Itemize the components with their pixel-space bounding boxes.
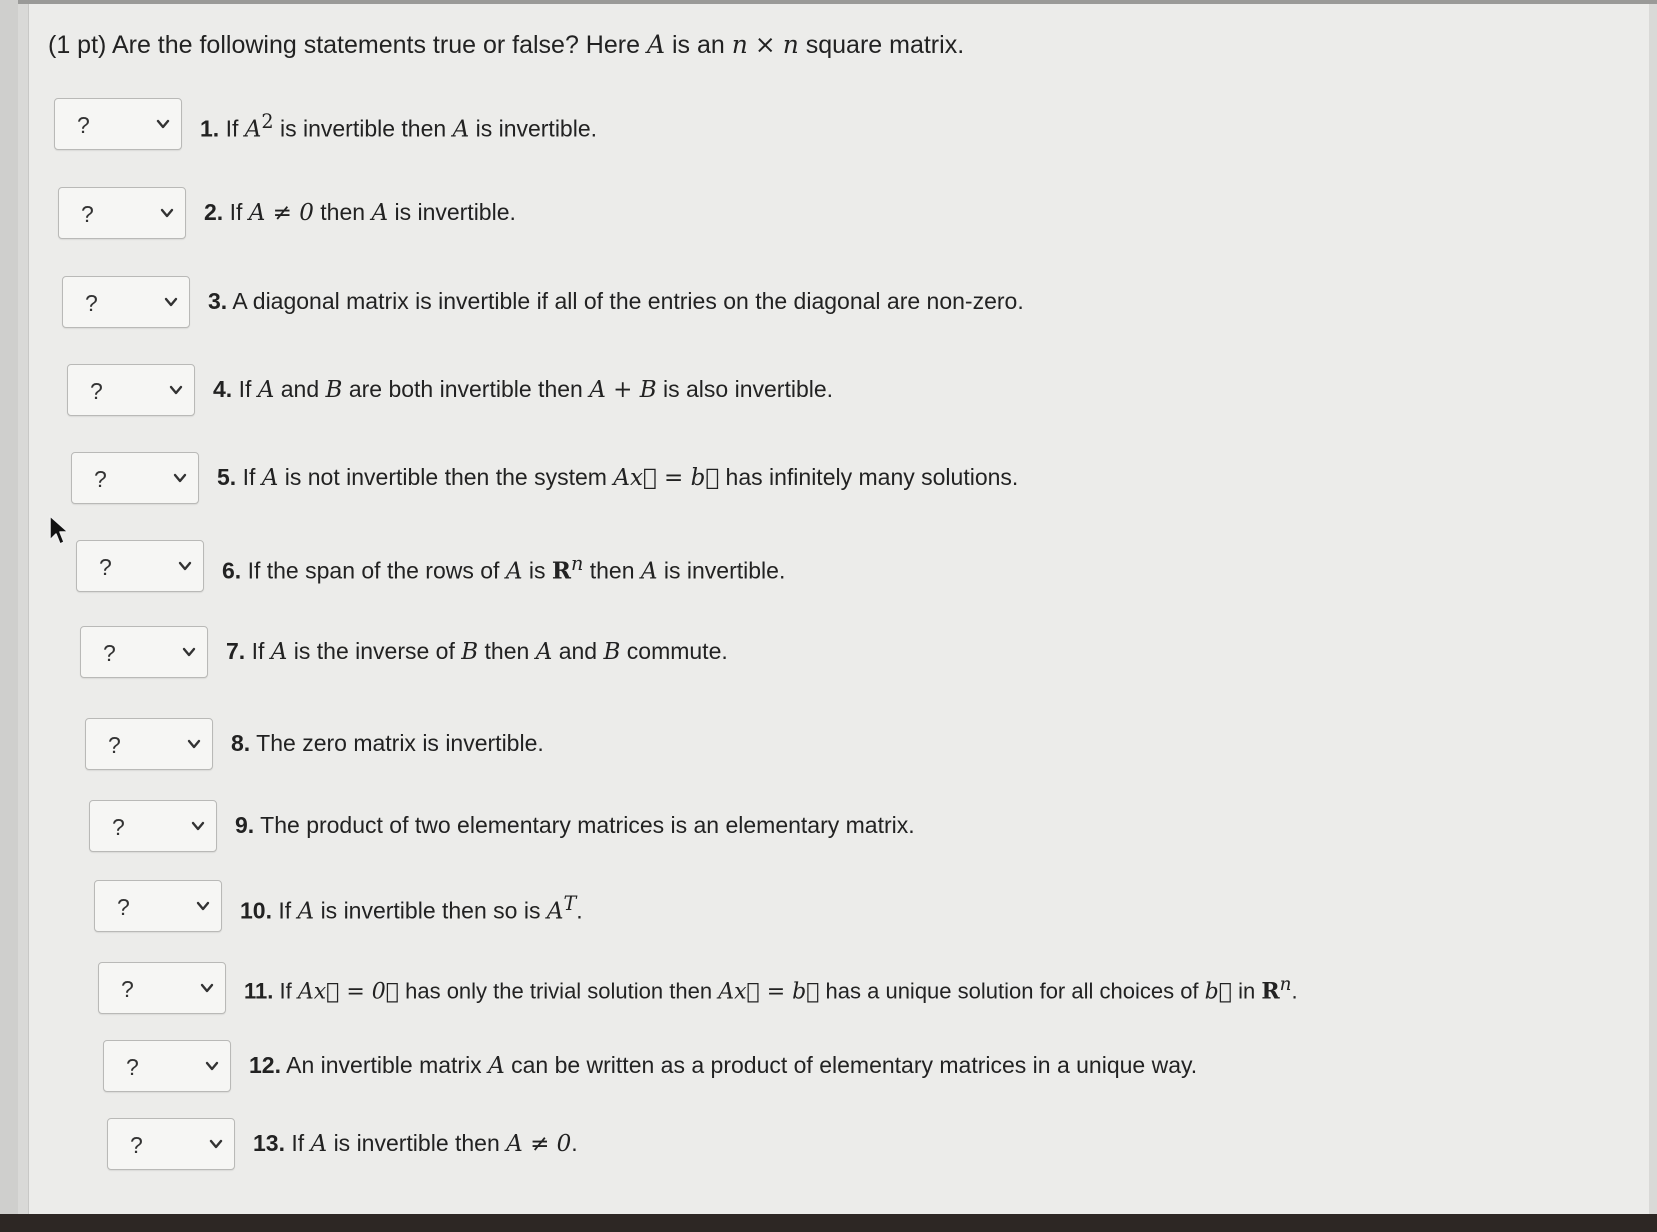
math-expression: Ax⃗ = b⃗ [718, 979, 820, 1005]
answer-select-8[interactable] [85, 718, 213, 770]
statement-row-6 [76, 540, 1576, 596]
math-times: × [754, 30, 776, 59]
statement-number: 2. [204, 199, 224, 225]
math-R: R [1261, 978, 1280, 1005]
statement-row-12 [103, 1040, 1603, 1096]
text: then [484, 638, 530, 664]
math-B: B [603, 639, 621, 665]
statement-row-3 [62, 276, 1562, 332]
answer-select-3[interactable] [62, 276, 190, 328]
select-value: ? [94, 466, 107, 492]
statement-row-1 [54, 98, 1554, 154]
math-A: A [535, 639, 553, 665]
text: are both invertible then [348, 376, 583, 402]
text: is also invertible. [663, 376, 834, 402]
statement-text-4 [213, 376, 833, 403]
statement-number: 9. [235, 812, 255, 838]
text: The product of two elementary matrices is an elementary matrix. [260, 812, 915, 838]
math-A: A [297, 898, 315, 925]
math-expression: Ax⃗ = 0⃗ [297, 979, 399, 1005]
problem-panel [28, 4, 1649, 1216]
answer-select-2[interactable] [58, 187, 186, 239]
text: and [280, 376, 320, 402]
math-A: A [371, 200, 389, 226]
chevron-down-icon [208, 1136, 224, 1152]
text: is invertible then so is [320, 897, 541, 924]
statement-number: 3. [208, 288, 228, 314]
select-value: ? [99, 554, 112, 580]
math-A: A [310, 1131, 328, 1157]
statement-row-13 [107, 1118, 1607, 1174]
text: is invertible. [663, 557, 786, 584]
statement-number: 10. [240, 897, 272, 924]
text: If the span of the rows of [247, 557, 500, 584]
chevron-down-icon [168, 382, 184, 398]
math-expression: Ax⃗ = b⃗ [613, 465, 720, 491]
text: If [291, 1130, 305, 1156]
math-A: A [261, 465, 279, 491]
select-value: ? [121, 976, 134, 1002]
answer-select-13[interactable] [107, 1118, 235, 1170]
statement-text-8 [231, 730, 544, 757]
mouse-pointer-icon [48, 514, 70, 546]
answer-select-4[interactable] [67, 364, 195, 416]
text: has infinitely many solutions. [725, 464, 1019, 490]
math-A: A [257, 377, 275, 403]
statement-row-7 [80, 626, 1580, 682]
math-exponent: T [563, 892, 577, 915]
answer-select-11[interactable] [98, 962, 226, 1014]
text: If [225, 115, 239, 142]
math-exponent: 2 [261, 110, 274, 133]
text: commute. [626, 638, 728, 664]
text: is [528, 557, 546, 584]
text: is invertible then [279, 115, 447, 142]
text: An invertible matrix [286, 1052, 482, 1078]
select-value: ? [108, 732, 121, 758]
text: is invertible then [333, 1130, 500, 1156]
select-value: ? [130, 1132, 143, 1158]
select-value: ? [77, 112, 90, 138]
text: If [229, 199, 243, 225]
math-A: A [646, 30, 665, 59]
text: If [278, 897, 292, 924]
select-value: ? [126, 1054, 139, 1080]
math-n: n [782, 30, 799, 59]
answer-select-12[interactable] [103, 1040, 231, 1092]
statement-text-3 [208, 288, 1024, 315]
math-n: n [731, 30, 748, 59]
points-label: (1 pt) [48, 31, 107, 59]
math-A: A [640, 558, 658, 585]
statement-row-11 [98, 962, 1598, 1018]
text: has only the trivial solution then [405, 978, 713, 1004]
statement-text-13 [253, 1130, 578, 1157]
text: . [571, 1130, 578, 1156]
math-A: A [270, 639, 288, 665]
select-value: ? [85, 290, 98, 316]
statement-row-9 [89, 800, 1589, 856]
text: . [576, 897, 583, 924]
answer-select-9[interactable] [89, 800, 217, 852]
text: . [1291, 978, 1298, 1004]
problem-heading [48, 30, 964, 60]
math-A: A [244, 116, 262, 143]
intro-text: Are the following statements true or false? Here [111, 31, 640, 59]
statement-number: 13. [253, 1130, 285, 1156]
select-value: ? [117, 894, 130, 920]
text: is not invertible then the system [284, 464, 607, 490]
statement-number: 5. [217, 464, 237, 490]
math-B: B [325, 377, 343, 403]
text: then [589, 557, 635, 584]
text: can be written as a product of elementary matrices in a unique way. [511, 1052, 1198, 1078]
statement-number: 12. [249, 1052, 281, 1078]
statement-text-9 [235, 812, 915, 839]
math-exponent: n [571, 552, 584, 575]
text: has a unique solution for all choices of [825, 978, 1199, 1004]
math-B: B [461, 639, 479, 665]
answer-select-5[interactable] [71, 452, 199, 504]
text: If [279, 978, 292, 1004]
chevron-down-icon [186, 736, 202, 752]
chevron-down-icon [181, 644, 197, 660]
statement-row-4 [67, 364, 1567, 420]
chevron-down-icon [204, 1058, 220, 1074]
statement-row-10 [94, 880, 1594, 936]
chevron-down-icon [155, 116, 171, 132]
select-value: ? [103, 640, 116, 666]
statement-text-1 [200, 110, 597, 143]
statement-number: 1. [200, 115, 220, 142]
math-A: A [452, 116, 470, 143]
select-value: ? [81, 201, 94, 227]
answer-select-1[interactable] [54, 98, 182, 150]
left-margin [0, 0, 18, 1232]
answer-select-10[interactable] [94, 880, 222, 932]
statement-text-6 [222, 552, 785, 585]
text: is invertible. [394, 199, 516, 225]
text: A diagonal matrix is invertible if all of the entries on the diagonal are non-zero. [232, 288, 1024, 314]
statement-row-5 [71, 452, 1571, 508]
math-exponent: n [1279, 974, 1292, 995]
math-A: A [488, 1053, 505, 1079]
statement-number: 11. [244, 978, 274, 1004]
statement-text-10 [240, 892, 583, 925]
text: The zero matrix is invertible. [256, 730, 544, 756]
answer-select-7[interactable] [80, 626, 208, 678]
bottom-edge [0, 1214, 1657, 1232]
text: in [1238, 978, 1256, 1004]
text: If [242, 464, 256, 490]
statement-number: 6. [222, 557, 242, 584]
square-text: square matrix. [805, 31, 965, 59]
statement-text-12 [249, 1052, 1197, 1079]
math-expression: A ≠ 0 [506, 1131, 572, 1157]
math-A: A [505, 558, 523, 585]
chevron-down-icon [195, 898, 211, 914]
statement-row-8 [85, 718, 1585, 774]
is-an-text: is an [671, 31, 725, 59]
math-b-vector: b⃗ [1204, 979, 1232, 1005]
statement-row-2 [58, 187, 1558, 243]
statement-number: 4. [213, 376, 233, 402]
math-expression: A + B [589, 377, 657, 403]
statement-number: 8. [231, 730, 251, 756]
text: If [238, 376, 252, 402]
chevron-down-icon [177, 558, 193, 574]
statement-text-7 [226, 638, 728, 665]
text: is the inverse of [293, 638, 455, 664]
chevron-down-icon [163, 294, 179, 310]
chevron-down-icon [172, 470, 188, 486]
chevron-down-icon [159, 205, 175, 221]
text: If [251, 638, 265, 664]
text: is invertible. [475, 115, 598, 142]
statement-text-2 [204, 199, 516, 226]
statement-number: 7. [226, 638, 246, 664]
text: and [558, 638, 598, 664]
math-expression: A ≠ 0 [248, 200, 314, 226]
chevron-down-icon [199, 980, 215, 996]
select-value: ? [90, 378, 103, 404]
select-value: ? [112, 814, 125, 840]
text: then [320, 199, 366, 225]
math-R: R [551, 557, 571, 585]
math-A: A [546, 898, 564, 925]
statement-text-5 [217, 464, 1018, 491]
answer-select-6[interactable] [76, 540, 204, 592]
statement-text-11 [244, 974, 1298, 1004]
chevron-down-icon [190, 818, 206, 834]
